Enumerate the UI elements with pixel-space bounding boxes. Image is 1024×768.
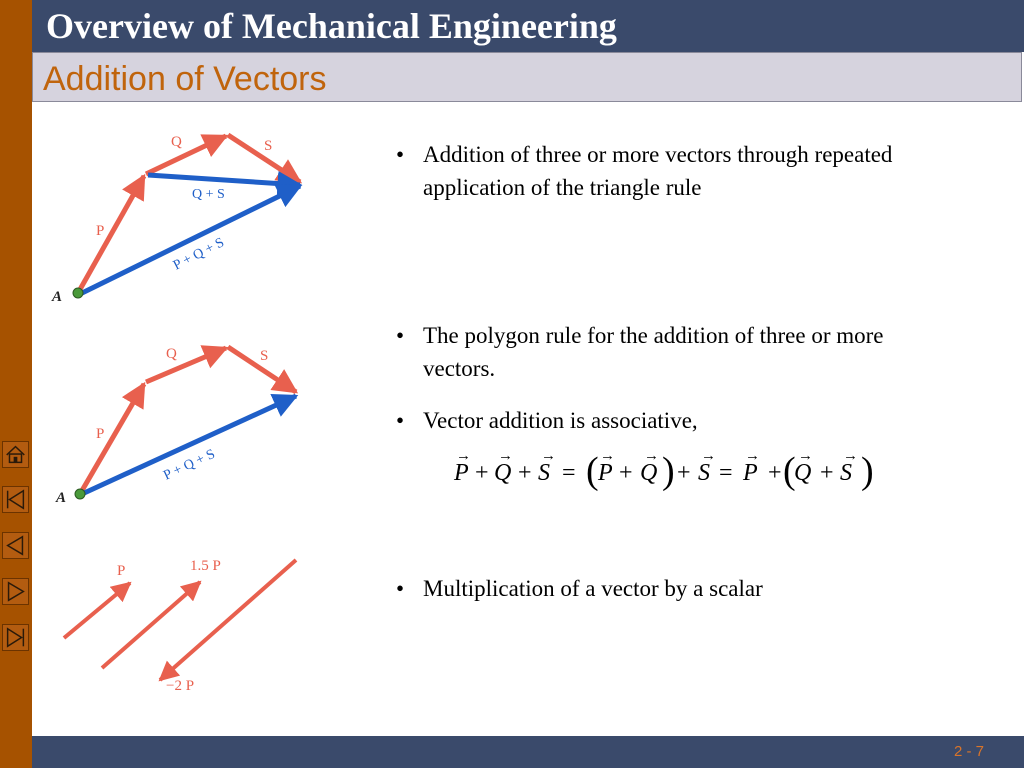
eq-lparen: (: [783, 450, 796, 492]
label-s: S: [264, 138, 273, 154]
eq-q-2: Q: [640, 460, 658, 486]
eq-q-3: Q: [794, 460, 812, 486]
eq-q-1: Q: [494, 460, 512, 486]
previous-page-icon: [3, 533, 28, 558]
eq-arrow: →: [798, 448, 813, 464]
first-page-icon: [3, 487, 28, 512]
bullet-scalar: [396, 572, 956, 605]
label-p: P: [117, 563, 126, 579]
label-q: Q: [166, 346, 177, 362]
eq-rparen: ): [861, 450, 874, 492]
label-s: S: [260, 348, 269, 364]
eq-arrow: →: [541, 448, 556, 464]
vector-p-plus-q-plus-s: [82, 396, 296, 494]
associativity-equation: [450, 446, 880, 496]
slide-subheader: [32, 52, 1022, 102]
eq-plus: +: [820, 460, 834, 486]
home-icon: [3, 442, 28, 467]
label-q: Q: [171, 134, 182, 150]
eq-lparen: (: [586, 450, 599, 492]
slide-subtitle: Addition of Vectors: [43, 60, 327, 98]
eq-plus: +: [677, 460, 691, 486]
slide-footer: [32, 736, 1024, 768]
scalar-multiplication-figure: [40, 548, 330, 698]
eq-arrow: →: [701, 448, 716, 464]
vector-p: [64, 583, 130, 638]
eq-plus: +: [475, 460, 489, 486]
eq-plus: +: [619, 460, 633, 486]
label-a: A: [52, 289, 63, 305]
eq-plus: +: [768, 460, 782, 486]
origin-point: [73, 288, 83, 298]
sidebar: [0, 0, 32, 768]
eq-arrow: →: [498, 448, 513, 464]
next-page-button[interactable]: [2, 578, 29, 605]
slide-title: Overview of Mechanical Engineering: [46, 6, 617, 46]
next-page-icon: [3, 579, 28, 604]
label-q-plus-s: Q + S: [192, 187, 225, 202]
eq-rparen: ): [662, 450, 675, 492]
bullet-marker: •: [396, 408, 405, 433]
previous-page-button[interactable]: [2, 532, 29, 559]
eq-arrow: →: [644, 448, 659, 464]
bullet-marker: •: [396, 323, 405, 348]
eq-plus: +: [518, 460, 532, 486]
bullet-polygon-rule: [396, 319, 956, 385]
vector-p: [78, 176, 144, 293]
origin-point: [75, 489, 85, 499]
bullet-associative: [396, 404, 956, 437]
bullet-marker: •: [396, 576, 405, 601]
bullet-text: Vector addition is associative,: [423, 408, 698, 433]
home-button[interactable]: [2, 441, 29, 468]
bullet-text: Multiplication of a vector by a scalar: [423, 576, 763, 601]
label-minus-2p: −2 P: [166, 678, 195, 694]
eq-s-3: S: [840, 460, 852, 486]
eq-p-2: P: [598, 460, 613, 486]
bullet-text: The polygon rule for the addition of three or more vectors.: [423, 323, 884, 381]
label-p: P: [96, 223, 105, 239]
vector-p-plus-q-plus-s: [80, 186, 300, 294]
last-page-button[interactable]: [2, 624, 29, 651]
vector-minus-2p: [160, 560, 296, 680]
label-p-plus-q-plus-s: P + Q + S: [171, 235, 227, 274]
eq-equals: =: [562, 460, 576, 486]
label-a: A: [56, 490, 67, 506]
bullet-text: Addition of three or more vectors through repeated application of the triangle rule: [423, 142, 893, 200]
vector-p: [80, 384, 144, 494]
eq-arrow: →: [456, 448, 471, 464]
label-p: P: [96, 426, 105, 442]
label-p-plus-q-plus-s: P + Q + S: [161, 446, 218, 484]
triangle-rule-figure: [40, 120, 330, 320]
page-number: 2 - 7: [953, 743, 984, 760]
eq-s-2: S: [698, 460, 710, 486]
vector-q-plus-s: [148, 175, 300, 185]
eq-s-1: S: [538, 460, 550, 486]
polygon-rule-figure: [40, 336, 330, 516]
slide-header: [32, 0, 1024, 52]
vector-q: [146, 136, 226, 174]
first-page-button[interactable]: [2, 486, 29, 513]
eq-equals: =: [719, 460, 733, 486]
eq-p-3: P: [743, 460, 758, 486]
bullet-marker: •: [396, 142, 405, 167]
bullet-triangle-rule: [396, 138, 956, 204]
eq-p-1: P: [454, 460, 469, 486]
eq-arrow: →: [600, 448, 615, 464]
vector-q: [146, 348, 226, 382]
eq-arrow: →: [843, 448, 858, 464]
last-page-icon: [3, 625, 28, 650]
label-1-5p: 1.5 P: [190, 558, 221, 574]
eq-arrow: →: [745, 448, 760, 464]
